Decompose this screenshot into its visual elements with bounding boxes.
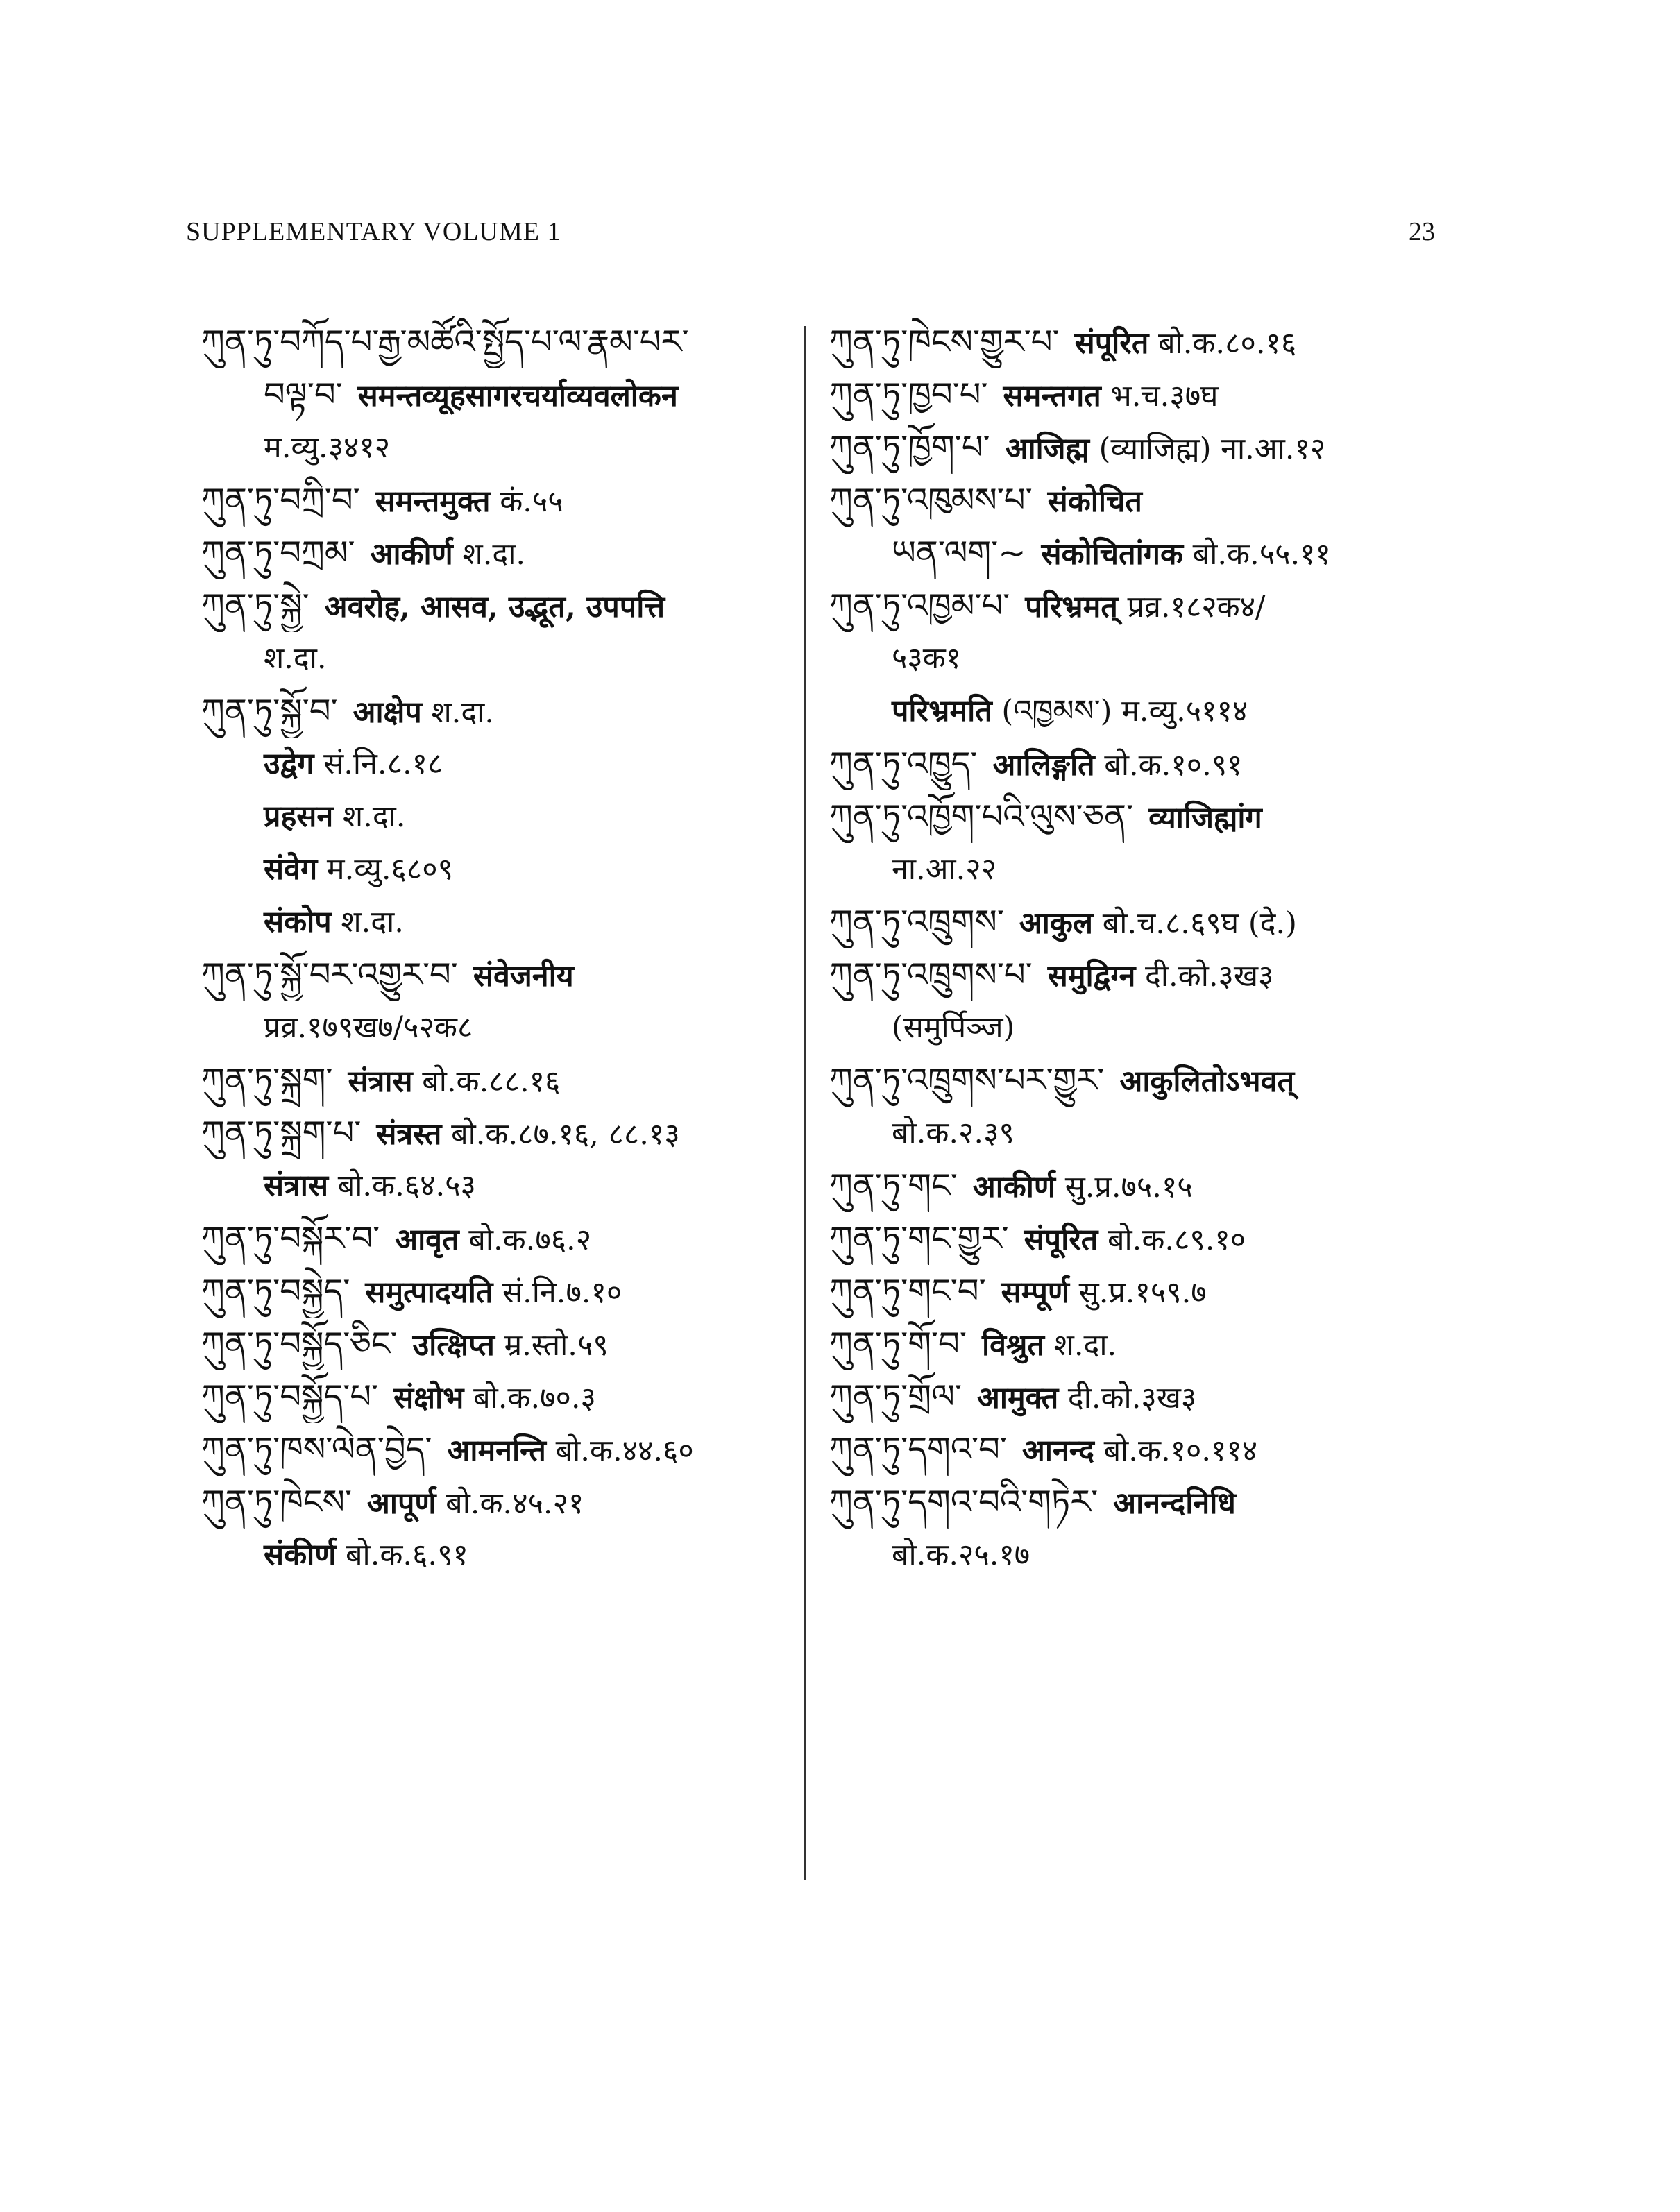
dictionary-entry bbox=[201, 948, 798, 1054]
dictionary-entry bbox=[829, 790, 1412, 896]
tibetan-headword: ཀུན་ཏུ་སྐྲག་ bbox=[201, 1061, 333, 1100]
source-reference: सु.प्र.७५.१५ bbox=[1064, 1170, 1193, 1205]
entry-headline bbox=[201, 685, 798, 738]
sanskrit-equivalent: आकुलितोऽभवत् bbox=[1119, 1064, 1295, 1099]
tibetan-headword: ཀུན་ཏུ་གྲོལ་ bbox=[829, 1377, 962, 1416]
source-reference: म.व्यु.६८०९ bbox=[326, 852, 453, 887]
entry-continuation bbox=[201, 896, 798, 948]
sanskrit-equivalent: समन्तव्यूहसागरचर्याव्यवलोकन bbox=[357, 379, 678, 414]
dictionary-entry bbox=[829, 948, 1412, 1054]
source-reference: सं.नि.८.१८ bbox=[323, 747, 443, 781]
source-reference: श.दा. bbox=[342, 799, 406, 834]
dictionary-entry bbox=[829, 738, 1412, 790]
source-reference: बो.क.२.३९ bbox=[892, 1116, 1015, 1150]
sanskrit-equivalent: आपूर्ण bbox=[367, 1486, 436, 1521]
entry-continuation bbox=[201, 843, 798, 896]
tibetan-headword: ཀུན་ཏུ་གང་གྱུར་ bbox=[829, 1219, 1009, 1258]
sanskrit-equivalent: व्याजिह्मांग bbox=[1148, 801, 1262, 835]
source-reference: कं.५५ bbox=[500, 484, 563, 519]
entry-continuation bbox=[201, 368, 798, 421]
entry-headline bbox=[829, 316, 1412, 368]
source-reference: श.दा. bbox=[431, 695, 494, 730]
dictionary-entry bbox=[829, 421, 1412, 474]
entry-headline bbox=[829, 896, 1412, 948]
sanskrit-equivalent: संवेग bbox=[264, 852, 318, 887]
entry-headline bbox=[829, 579, 1412, 632]
entry-headline bbox=[829, 1054, 1412, 1107]
entry-headline bbox=[201, 1054, 798, 1107]
tibetan-headword: ཀུན་ཏུ་སྐྲག་པ་ bbox=[201, 1114, 362, 1152]
dictionary-entry bbox=[829, 368, 1412, 421]
source-reference: श.दा. bbox=[341, 905, 404, 939]
source-reference: प्रव्र.१७९ख७/५२क८ bbox=[264, 1010, 473, 1045]
sanskrit-equivalent: समन्तगत bbox=[1003, 379, 1101, 414]
entry-headline bbox=[829, 1370, 1412, 1423]
sanskrit-equivalent: सम्पूर्ण bbox=[1001, 1275, 1069, 1310]
entry-continuation bbox=[201, 1529, 798, 1581]
page-number: 23 bbox=[1409, 217, 1435, 246]
dictionary-entry bbox=[829, 1423, 1412, 1476]
entry-headline bbox=[829, 474, 1412, 527]
entry-continuation bbox=[201, 738, 798, 790]
entry-headline bbox=[829, 738, 1412, 790]
entry-continuation bbox=[829, 527, 1412, 579]
tibetan-headword: ཀུན་ཏུ་བསྐྱོད་ཅིང་ bbox=[201, 1325, 398, 1363]
tibetan-headword: ཡན་ལག་~ bbox=[892, 534, 1026, 572]
dictionary-entry bbox=[829, 1318, 1412, 1370]
sanskrit-equivalent: उत्क्षिप्त bbox=[412, 1328, 495, 1363]
entry-continuation bbox=[829, 1107, 1412, 1159]
dictionary-entry bbox=[829, 316, 1412, 368]
entry-continuation bbox=[829, 843, 1412, 896]
entry-headline bbox=[201, 1107, 798, 1159]
entry-headline bbox=[829, 1265, 1412, 1318]
sanskrit-equivalent: आमुक्त bbox=[977, 1381, 1059, 1415]
source-reference: बो.क.१०.९१ bbox=[1104, 748, 1243, 783]
entry-headline bbox=[829, 368, 1412, 421]
entry-headline bbox=[829, 1159, 1412, 1212]
sanskrit-equivalent: उद्वेग bbox=[264, 747, 314, 781]
source-reference: बो.क.८८.१६ bbox=[422, 1064, 561, 1099]
tibetan-headword: ཀུན་ཏུ་སྐྱོ་བར་འགྱུར་བ་ bbox=[201, 955, 458, 994]
tibetan-headword: ཀུན་ཏུ་འཁྱུད་ bbox=[829, 745, 978, 783]
tibetan-headword: ཀུན་ཏུ་དགའ་བ་ bbox=[829, 1430, 1007, 1469]
source-reference: म्र.स्तो.५९ bbox=[504, 1328, 609, 1363]
tibetan-headword: ཀུན་ཏུ་ཁྱོག་པ་ bbox=[829, 428, 990, 467]
sanskrit-equivalent: संत्रास bbox=[264, 1168, 329, 1203]
dictionary-entry bbox=[201, 1423, 798, 1476]
source-reference: भ.च.३७घ bbox=[1110, 379, 1219, 414]
tibetan-headword: ཀུན་ཏུ་ཁྱབ་པ་ bbox=[829, 375, 988, 414]
entry-continuation bbox=[829, 685, 1412, 738]
dictionary-entry bbox=[201, 316, 798, 474]
source-reference: बो.क.१०.११४ bbox=[1103, 1433, 1258, 1468]
page-header bbox=[186, 216, 1435, 258]
sanskrit-equivalent: समुत्पादयति bbox=[365, 1275, 493, 1310]
entry-continuation bbox=[201, 421, 798, 474]
entry-headline bbox=[829, 1212, 1412, 1265]
entry-headline bbox=[829, 1476, 1412, 1529]
dictionary-entry bbox=[829, 474, 1412, 579]
tibetan-headword: ཀུན་ཏུ་བསྐོར་བ་ bbox=[201, 1219, 380, 1258]
source-reference: बो.क.४५.२१ bbox=[446, 1486, 584, 1521]
tibetan-headword: ཀུན་ཏུ་གང་བ་ bbox=[829, 1272, 986, 1311]
source-reference: बो.क.४४.६० bbox=[555, 1433, 694, 1468]
source-reference: बो.क.७६.२ bbox=[468, 1223, 592, 1257]
source-reference: श.दा. bbox=[462, 537, 526, 572]
dictionary-entry bbox=[201, 1054, 798, 1107]
sanskrit-equivalent: आमनन्ति bbox=[447, 1433, 546, 1468]
tibetan-headword: ཀུན་ཏུ་དགའ་བའི་གཏེར་ bbox=[829, 1483, 1098, 1522]
sanskrit-equivalent: आकुल bbox=[1019, 906, 1094, 941]
entry-continuation bbox=[829, 632, 1412, 685]
tibetan-headword: ཀུན་ཏུ་འཁྲུགས་ bbox=[829, 903, 1004, 942]
entry-headline bbox=[201, 1318, 798, 1370]
source-reference: ना.आ.२२ bbox=[892, 852, 997, 887]
sanskrit-equivalent: संकीर्ण bbox=[264, 1538, 337, 1572]
dictionary-entry bbox=[201, 579, 798, 685]
sanskrit-equivalent: संत्रास bbox=[348, 1064, 413, 1099]
sanskrit-equivalent: आवृत bbox=[395, 1223, 459, 1257]
source-reference: बो.क.८९.१० bbox=[1107, 1223, 1246, 1257]
left-column bbox=[201, 316, 798, 1581]
entry-headline bbox=[829, 790, 1412, 843]
tibetan-headword: ཀུན་ཏུ་འཁྱམ་པ་ bbox=[829, 586, 1010, 625]
sanskrit-equivalent: परिभ्रमति bbox=[892, 694, 992, 729]
source-reference: श.दा. bbox=[1053, 1328, 1117, 1363]
entry-continuation bbox=[201, 632, 798, 685]
dictionary-entry bbox=[829, 1054, 1412, 1159]
source-reference: दी.को.३ख३ bbox=[1067, 1381, 1197, 1415]
sanskrit-equivalent: संत्रस्त bbox=[376, 1117, 442, 1152]
sanskrit-equivalent: संकोप bbox=[264, 905, 332, 939]
dictionary-entry bbox=[201, 1265, 798, 1318]
source-reference: बो.च.८.६९घ (दे.) bbox=[1102, 906, 1297, 941]
entry-continuation bbox=[829, 1529, 1412, 1581]
tibetan-headword: ཀུན་ཏུ་གོ་བ་ bbox=[829, 1325, 967, 1363]
source-reference: (འཁྱམས་) म.व्यु.५११४ bbox=[1001, 694, 1248, 729]
entry-headline bbox=[201, 1476, 798, 1529]
entry-headline bbox=[201, 1212, 798, 1265]
entry-headline bbox=[201, 1265, 798, 1318]
sanskrit-equivalent: अवरोह, आसव, उद्भूत, उपपत्ति bbox=[324, 590, 665, 624]
tibetan-headword: ཀུན་ཏུ་ཁས་ལེན་བྱེད་ bbox=[201, 1430, 432, 1469]
dictionary-entry bbox=[829, 579, 1412, 738]
entry-headline bbox=[829, 1423, 1412, 1476]
dictionary-entry bbox=[201, 1212, 798, 1265]
source-reference: म.व्यु.३४१२ bbox=[264, 430, 391, 465]
source-reference: बो.क.२५.१७ bbox=[892, 1538, 1030, 1572]
column-divider bbox=[804, 326, 806, 1880]
sanskrit-equivalent: आकीर्ण bbox=[370, 537, 453, 572]
sanskrit-equivalent: आनन्द bbox=[1022, 1433, 1094, 1468]
source-reference: (व्याजिह्म) ना.आ.१२ bbox=[1098, 432, 1326, 466]
sanskrit-equivalent: समुद्विग्न bbox=[1047, 959, 1136, 994]
entry-headline bbox=[201, 1423, 798, 1476]
dictionary-entry bbox=[829, 1265, 1412, 1318]
source-reference: दी.को.३ख३ bbox=[1145, 959, 1274, 994]
running-head: SUPPLEMENTARY VOLUME 1 bbox=[186, 217, 561, 246]
entry-continuation bbox=[201, 1159, 798, 1212]
tibetan-headword: ཀུན་ཏུ་བསྐྱོད་པ་ bbox=[201, 1377, 379, 1416]
tibetan-headword: ཀུན་ཏུ་འཁྱོག་པའི་ལུས་ཅན་ bbox=[829, 797, 1134, 836]
entry-headline bbox=[201, 948, 798, 1001]
dictionary-entry bbox=[829, 1212, 1412, 1265]
sanskrit-equivalent: संपूरित bbox=[1024, 1223, 1098, 1257]
entry-headline bbox=[201, 527, 798, 579]
dictionary-entry bbox=[201, 1107, 798, 1212]
entry-headline bbox=[829, 1318, 1412, 1370]
tibetan-headword: ཀུན་ཏུ་འཁྲུགས་པར་གྱུར་ bbox=[829, 1061, 1105, 1100]
tibetan-headword: ཀུན་ཏུ་བསྐྱེད་ bbox=[201, 1272, 350, 1311]
dictionary-entry bbox=[201, 527, 798, 579]
source-reference: (समुर्पिञ्ज) bbox=[892, 1010, 1015, 1045]
entry-continuation bbox=[829, 1001, 1412, 1054]
dictionary-entry bbox=[201, 1318, 798, 1370]
source-reference: बो.क.८०.१६ bbox=[1158, 326, 1297, 361]
tibetan-headword: ཀུན་ཏུ་བཀྲི་བ་ bbox=[201, 481, 360, 520]
source-reference: बो.क.५५.११ bbox=[1192, 537, 1331, 572]
entry-headline bbox=[201, 316, 798, 368]
entry-headline bbox=[201, 1370, 798, 1423]
source-reference: सु.प्र.१५९.७ bbox=[1078, 1275, 1207, 1310]
dictionary-entry bbox=[829, 896, 1412, 948]
sanskrit-equivalent: आजिह्म bbox=[1005, 432, 1089, 466]
sanskrit-equivalent: संवेजनीय bbox=[473, 959, 574, 994]
dictionary-entry bbox=[201, 685, 798, 948]
entry-continuation bbox=[201, 1001, 798, 1054]
sanskrit-equivalent: परिभ्रमत् bbox=[1025, 590, 1118, 624]
entry-headline bbox=[201, 474, 798, 527]
source-reference: बो.क.६.९१ bbox=[346, 1538, 468, 1572]
entry-continuation bbox=[201, 790, 798, 843]
tibetan-headword: ཀུན་ཏུ་གང་ bbox=[829, 1166, 958, 1205]
source-reference: ५३क१ bbox=[892, 641, 962, 676]
source-reference: प्रव्र.१८२क४/ bbox=[1127, 590, 1266, 624]
tibetan-headword: ཀུན་ཏུ་སྐྱོ་བ་ bbox=[201, 692, 338, 731]
sanskrit-equivalent: संकोचित bbox=[1047, 484, 1142, 519]
sanskrit-equivalent: संक्षोभ bbox=[393, 1381, 464, 1415]
sanskrit-equivalent: समन्तमुक्त bbox=[375, 484, 491, 519]
tibetan-headword: ཀུན་ཏུ་འཁུམས་པ་ bbox=[829, 481, 1033, 520]
source-reference: बो.क.८७.१६, ८८.१३ bbox=[451, 1117, 680, 1152]
tibetan-headword: བལྟ་བ་ bbox=[264, 375, 343, 414]
tibetan-headword: ཀུན་ཏུ་འཁྲུགས་པ་ bbox=[829, 955, 1033, 994]
source-reference: श.दा. bbox=[264, 641, 327, 676]
dictionary-entry bbox=[201, 1370, 798, 1423]
sanskrit-equivalent: आक्षेप bbox=[353, 695, 422, 730]
entry-headline bbox=[829, 421, 1412, 474]
tibetan-headword: ཀུན་ཏུ་ཁེངས་གྱུར་པ་ bbox=[829, 323, 1060, 361]
entry-headline bbox=[201, 579, 798, 632]
sanskrit-equivalent: प्रहसन bbox=[264, 799, 334, 834]
dictionary-entry bbox=[201, 1476, 798, 1581]
entry-headline bbox=[829, 948, 1412, 1001]
dictionary-entry bbox=[829, 1370, 1412, 1423]
sanskrit-equivalent: आलिङ्गति bbox=[992, 748, 1095, 783]
source-reference: बो.क.७०.३ bbox=[473, 1381, 596, 1415]
tibetan-headword: ཀུན་ཏུ་ཁེངས་ bbox=[201, 1483, 353, 1522]
dictionary-entry bbox=[829, 1476, 1412, 1581]
tibetan-headword: ཀུན་ཏུ་སྐྱེ་ bbox=[201, 586, 309, 625]
sanskrit-equivalent: आकीर्ण bbox=[972, 1170, 1056, 1205]
dictionary-entry bbox=[829, 1159, 1412, 1212]
sanskrit-equivalent: आनन्दनिधि bbox=[1113, 1486, 1236, 1521]
source-reference: सं.नि.७.१० bbox=[502, 1275, 622, 1310]
tibetan-headword: ཀུན་ཏུ་བཀྲམ་ bbox=[201, 534, 355, 572]
source-reference: बो.क.६४.५३ bbox=[337, 1168, 476, 1203]
tibetan-headword: ཀུན་ཏུ་བཀོད་པ་རྒྱ་མཚོའི་སྤྱོད་པ་ལ་རྣམ་པར་ bbox=[201, 323, 689, 361]
sanskrit-equivalent: संपूरित bbox=[1074, 326, 1149, 361]
right-column bbox=[829, 316, 1412, 1581]
sanskrit-equivalent: संकोचितांगक bbox=[1041, 537, 1183, 572]
dictionary-entry bbox=[201, 474, 798, 527]
sanskrit-equivalent: विश्रुत bbox=[981, 1328, 1044, 1363]
